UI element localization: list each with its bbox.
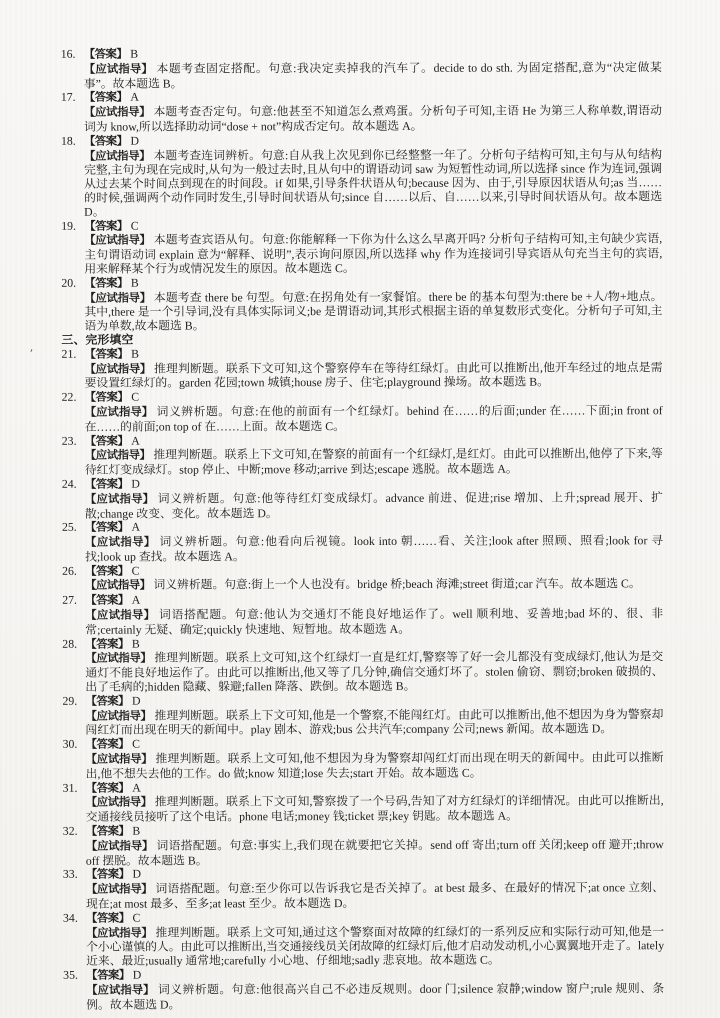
item-content [85, 433, 663, 478]
item-content [84, 275, 662, 334]
guidance-text: 推理判断题。联系下文可知,这个警察停车在等待红绿灯。由此可以推断出,他开车经过的地点是需要设置红绿灯的。garden 花园;town 城镇;house 房子、住宅;playground 操场。故本题选 B。 [84, 359, 663, 391]
guidance-paragraph [84, 233, 662, 277]
answer-item-33 [63, 867, 664, 912]
answer-value: D [129, 867, 141, 882]
answer-item-19 [61, 218, 662, 277]
item-number: 30. [62, 736, 78, 752]
answer-item-17 [61, 90, 662, 135]
item-content [85, 389, 663, 434]
answer-value: A [129, 780, 141, 795]
answer-value: A [128, 592, 141, 607]
answer-label: 【答案】 [84, 521, 129, 535]
answer-label: 【答案】 [84, 348, 129, 361]
guidance-label: 【应试指导】 [84, 292, 151, 305]
answer-item-27 [62, 592, 663, 637]
answer-value: B [128, 346, 139, 361]
guidance-text: 本题考查连词辨析。句意:自从我上次见到你已经整整一年了。分析句子结构可知,主句与从句结构完整,主句为现在完成时,从句为一般过去时,且从句中的谓语动词 saw 为短暂性动词,所以选择 since 作为连词,强调从过去某个时间点到现在的时间段。if 如果,引导条件状语从句;because 因为、由于,引导原因状语从句;as 当……的时候,强调两个动作同时发生,引导时间状语从句;since 自……以后、自……以来,引导时间状语从句。故本题选 D。 [84, 146, 663, 219]
item-number: 21. [61, 346, 77, 361]
guidance-paragraph [85, 708, 663, 738]
answer-label: 【答案】 [84, 478, 129, 491]
scan-stray-mark: ’ [27, 347, 34, 360]
answer-value: A [127, 89, 139, 105]
item-number: 24. [61, 476, 77, 491]
guidance-text: 推理判断题。联系上文可知,通过这个警察面对故障的红绿灯的一系列反应和实际行动可知,他是一个小心谨慎的人。由此可以推断出,当交通接线员关闭故障的红绿灯后,他才启动发动机,小心翼翼地开走了。lately 近来、最近;usually 通常地;carefully 小心地、仔细地;sadly 悲哀地。故本题选 C。 [86, 923, 665, 968]
guidance-text: 本题考查宾语从句。句意:你能解释一下你为什么这么早离开吗? 分析句子结构可知,主句缺少宾语,主句谓语动词 explain 意为“解释、说明”,表示询问原因,所以选择 why 作为连接词引导宾语从句充当主句的宾语,用来解释某个行为或情况发生的原因。故本题选 C。 [84, 231, 663, 276]
guidance-paragraph [85, 607, 663, 637]
guidance-paragraph [84, 104, 662, 134]
answer-value: B [127, 46, 139, 61]
item-content [85, 693, 663, 738]
item-content [85, 476, 663, 521]
answer-value: B [127, 275, 139, 290]
answer-value: C [129, 736, 140, 751]
item-number: 34. [62, 910, 78, 925]
answer-item-35 [63, 967, 664, 1012]
item-number: 35. [63, 967, 78, 982]
guidance-paragraph [85, 491, 663, 521]
item-content [85, 346, 663, 391]
answer-value: A [128, 433, 140, 448]
answer-item-28 [62, 636, 663, 695]
guidance-text: 本题考查固定搭配。句意:我决定卖掉我的汽车了。decide to do sth. 为固定搭配,意为“决定做某事”。故本题选 B。 [83, 60, 662, 91]
guidance-label: 【应试指导】 [86, 927, 153, 940]
answer-value: C [127, 218, 139, 233]
item-content [86, 867, 664, 912]
guidance-label: 【应试指导】 [85, 580, 151, 593]
answer-item-18 [61, 133, 662, 219]
answer-label: 【答案】 [83, 135, 128, 148]
guidance-text: 词义辨析题。句意:他看向后视镜。look into 朝……看、关注;look after 照顾、照看;look for 寻找;look up 查找。故本题选 A。 [85, 533, 664, 564]
guidance-label: 【应试指导】 [85, 883, 153, 896]
guidance-paragraph [84, 290, 662, 334]
guidance-label: 【应试指导】 [83, 106, 151, 119]
item-number: 18. [60, 133, 76, 148]
guidance-paragraph [86, 925, 664, 969]
item-content [85, 636, 663, 695]
item-content [86, 910, 664, 969]
answer-value: C [129, 910, 141, 925]
item-number: 16. [60, 46, 76, 61]
item-content [86, 780, 664, 825]
answer-value: A [128, 519, 141, 534]
item-number: 28. [62, 636, 78, 651]
answer-label: 【答案】 [85, 869, 130, 882]
answer-label: 【答案】 [85, 782, 130, 795]
guidance-paragraph [86, 751, 664, 781]
guidance-text: 词义辨析题。句意:在他的前面有一个红绿灯。behind 在……的后面;under 在……下面;in front of 在……的前面;on top of 在……上面。故本题选 C。 [84, 403, 663, 434]
item-content [85, 592, 663, 637]
guidance-paragraph [85, 578, 663, 594]
answer-item-25 [62, 520, 663, 565]
guidance-text: 词语搭配题。句意:事实上,我们现在就要把它关掉。send off 寄出;turn off 关闭;keep off 避开;throw off 摆脱。故本题选 B。 [85, 837, 664, 868]
answer-item-29 [62, 693, 663, 738]
answer-item-20 [61, 275, 662, 334]
guidance-paragraph [86, 795, 664, 825]
answer-item-34 [63, 910, 664, 969]
item-content [86, 967, 664, 1012]
answer-label: 【答案】 [83, 48, 128, 61]
answer-label: 【答案】 [84, 277, 128, 290]
guidance-label: 【应试指导】 [85, 753, 153, 766]
item-number: 33. [62, 867, 78, 882]
guidance-text: 推理判断题。联系上下文可知,在警察的前面有一个红绿灯,是红灯。由此可以推断出,他停了下来,等待红灯变成绿灯。stop 停止、中断;move 移动;arrive 到达;escape 逃脱。故本题选 A。 [84, 446, 663, 477]
guidance-paragraph [84, 61, 662, 91]
guidance-label: 【应试指导】 [85, 710, 152, 723]
item-number: 23. [61, 433, 77, 448]
item-content [86, 736, 664, 781]
answer-label: 【答案】 [84, 220, 128, 233]
guidance-text: 词义辨析题。句意:他等待红灯变成绿灯。advance 前进、促进;rise 增加、上升;spread 展开、扩散;change 改变、变化。故本题选 D。 [84, 489, 663, 521]
guidance-text: 推理判断题。联系上文可知,这个红绿灯一直是红灯,警察等了好一会儿都没有变成绿灯,他认为是交通灯不能良好地运作了。由此可以推断出,他又等了几分钟,确信交通灯坏了。stolen 偷窃、剽窃;broken 破损的、出了毛病的;hidden 隐藏、躲避;fallen 降落、跌倒。故本题选 B。 [85, 649, 664, 694]
guidance-label: 【应试指导】 [83, 63, 153, 76]
answer-value: D [129, 693, 141, 708]
answer-item-24 [62, 476, 663, 521]
guidance-label: 【应试指导】 [85, 653, 152, 666]
answer-label: 【答案】 [84, 435, 129, 448]
guidance-label: 【应试指导】 [86, 984, 155, 997]
guidance-label: 【应试指导】 [85, 609, 156, 622]
item-content [84, 46, 662, 91]
answer-item-23 [62, 433, 663, 478]
answer-label: 【答案】 [85, 565, 129, 578]
guidance-paragraph [85, 404, 663, 434]
guidance-text: 词语搭配题。句意:他认为交通灯不能良好地运作了。well 顺利地、妥善地;bad 坏的、很、非常;certainly 无疑、确定;quickly 快速地、短暂地。故本题选 A。 [85, 606, 664, 637]
answer-label: 【答案】 [85, 825, 130, 838]
answer-label: 【答案】 [86, 969, 130, 982]
answer-value: D [128, 476, 140, 491]
guidance-text: 本题考查 there be 句型。句意:在拐角处有一家餐馆。there be 的基本句型为:there be +人/物+地点。其中,there 是一个引导词,没有具体实际词义;be 是谓语动词,其形式根据主语的单复数形式变化。分析句子可知,主语为单数,故本题选 B。 [84, 288, 663, 333]
item-number: 32. [62, 823, 78, 838]
answer-item-21 [62, 346, 663, 391]
answer-item-16 [61, 46, 662, 91]
item-content [84, 133, 662, 219]
item-content [84, 218, 662, 277]
item-number: 19. [61, 218, 76, 233]
guidance-paragraph [86, 838, 664, 868]
answer-label: 【答案】 [85, 738, 130, 751]
answer-item-31 [63, 780, 664, 825]
guidance-paragraph [86, 982, 664, 1012]
guidance-label: 【应试指导】 [85, 536, 156, 549]
answer-label: 【答案】 [84, 391, 129, 404]
answer-value: D [129, 967, 142, 982]
item-number: 20. [61, 275, 77, 290]
answer-value: C [128, 563, 140, 578]
guidance-text: 本题考查否定句。句意:他甚至不知道怎么煮鸡蛋。分析句子可知,主语 He 为第三人称单数,谓语动词为 know,所以选择助动词“dose + not”构成否定句。故本题选 A。 [83, 103, 662, 134]
item-number: 29. [62, 693, 78, 708]
item-content [85, 563, 663, 594]
guidance-text: 词义辨析题。句意:街上一个人也没有。bridge 桥;beach 海滩;street 街道;car 汽车。故本题选 C。 [150, 576, 641, 593]
guidance-paragraph [85, 651, 663, 695]
guidance-label: 【应试指导】 [85, 840, 154, 853]
item-number: 27. [62, 593, 77, 608]
answer-sheet [61, 46, 665, 1012]
answer-item-26 [62, 563, 663, 594]
item-number: 31. [62, 780, 78, 795]
answer-label: 【答案】 [83, 92, 128, 105]
item-number: 22. [61, 389, 77, 404]
answer-value: B [128, 636, 140, 651]
answer-value: D [127, 133, 140, 148]
item-content [86, 823, 664, 868]
answer-value: B [129, 823, 141, 838]
guidance-label: 【应试指导】 [85, 796, 152, 810]
guidance-label: 【应试指导】 [84, 363, 151, 376]
item-number: 26. [62, 563, 77, 578]
answer-label: 【答案】 [85, 638, 129, 651]
item-number: 25. [61, 520, 77, 535]
guidance-label: 【应试指导】 [84, 406, 154, 419]
guidance-paragraph [85, 448, 663, 478]
answer-label: 【答案】 [86, 912, 130, 925]
section-header-cloze: 三、完形填空 [61, 332, 134, 347]
guidance-text: 推理判断题。联系上文可知,他不想因为身为警察却闯红灯而出现在明天的新闻中。由此可以推断出,他不想失去他的工作。do 做;know 知道;lose 失去;start 开始。故本题选 C。 [85, 750, 664, 781]
answer-item-32 [63, 823, 664, 868]
guidance-paragraph [84, 148, 662, 219]
item-content [85, 520, 663, 565]
guidance-label: 【应试指导】 [84, 150, 151, 163]
guidance-text: 推理判断题。联系上下文可知,警察拨了一个号码,告知了对方红绿灯的详细情况。由此可以推断出,交通接线员接听了这个电话。phone 电话;money 钱;ticket 票;key 钥匙。故本题选 A。 [85, 793, 664, 824]
guidance-paragraph [85, 361, 663, 391]
guidance-text: 词义辨析题。句意:他很高兴自己不必违反规则。door 门;silence 寂静;window 窗户;rule 规则、条例。故本题选 D。 [86, 981, 665, 1012]
answer-item-22 [62, 389, 663, 434]
guidance-label: 【应试指导】 [84, 449, 151, 463]
guidance-label: 【应试指导】 [84, 234, 151, 248]
guidance-paragraph [85, 534, 663, 564]
guidance-paragraph [86, 881, 664, 911]
guidance-label: 【应试指导】 [84, 493, 155, 506]
guidance-text: 词语搭配题。句意:至少你可以告诉我它是否关掉了。at best 最多、在最好的情况下;at once 立刻、现在;at most 最多、至多;at least 至少。故本题选 D。 [85, 880, 664, 911]
item-content [84, 90, 662, 135]
answer-label: 【答案】 [85, 695, 130, 708]
item-number: 17. [60, 90, 76, 105]
guidance-text: 推理判断题。联系上下文可知,他是一个警察,不能闯红灯。由此可以推断出,他不想因为身为警察却闯红灯而出现在明天的新闻中。play 剧本、游戏;bus 公共汽车;company 公司;news 新闻。故本题选 D。 [85, 706, 664, 738]
answer-item-30 [63, 736, 664, 781]
answer-label: 【答案】 [85, 594, 129, 608]
answer-value: C [128, 389, 140, 404]
